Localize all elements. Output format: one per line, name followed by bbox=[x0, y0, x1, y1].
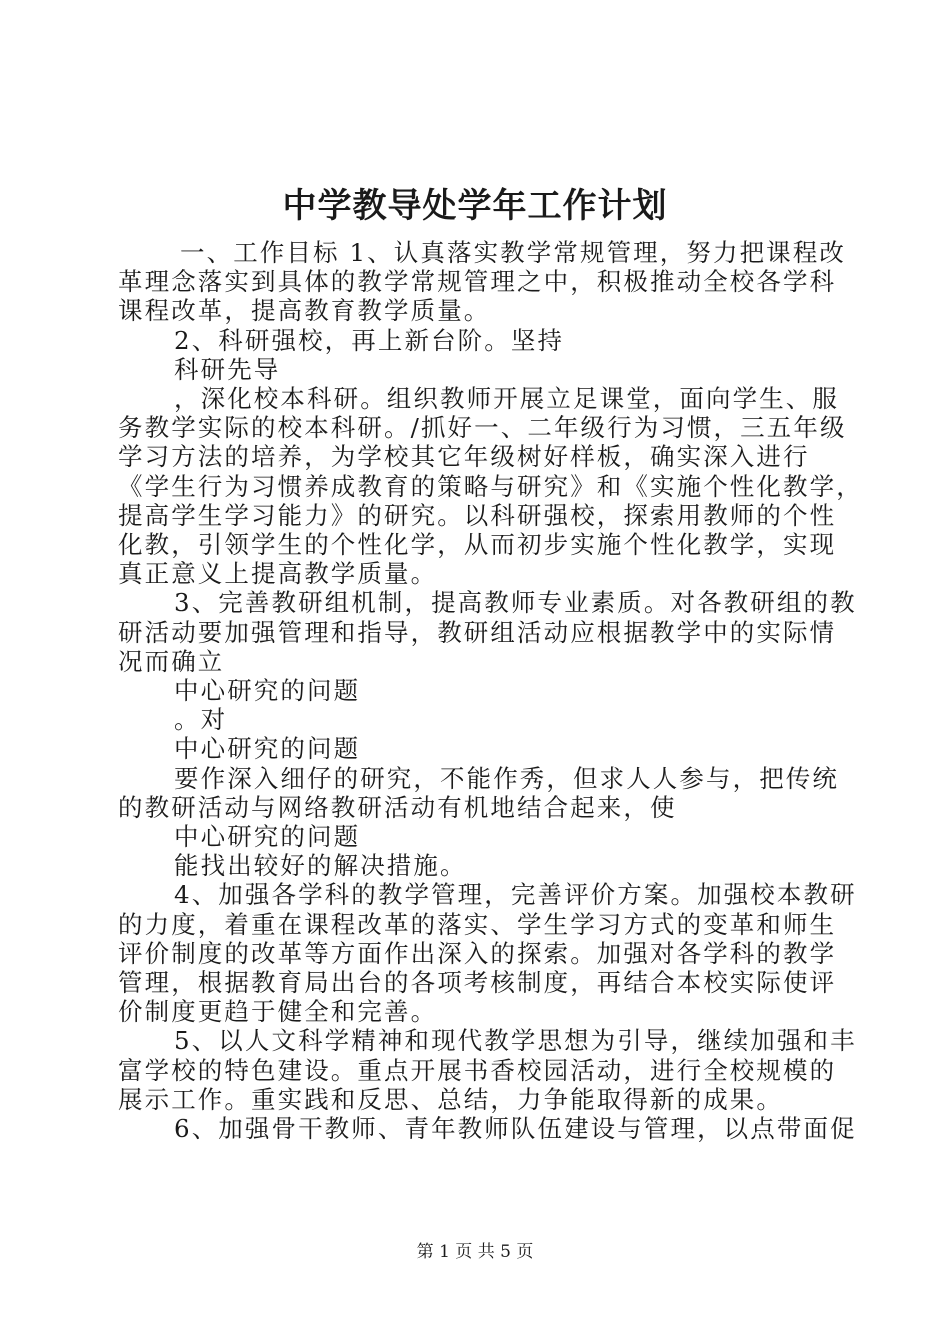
body-line: 化教，引领学生的个性化学，从而初步实施个性化教学，实现 bbox=[118, 530, 837, 560]
body-line: 《学生行为习惯养成教育的策略与研究》和《实施个性化教学， bbox=[118, 471, 863, 501]
page-number: 第 1 页 共 5 页 bbox=[416, 1242, 534, 1262]
body-line: 革理念落实到具体的教学常规管理之中，积极推动全校各学科 bbox=[118, 267, 837, 297]
body-line: 学习方法的培养，为学校其它年级树好样板，确实深入进行 bbox=[118, 442, 810, 472]
body-line: 务教学实际的校本科研。/抓好一、二年级行为习惯，三五年级 bbox=[118, 413, 847, 443]
body-line: 科研先导 bbox=[174, 354, 281, 384]
body-line: 价制度更趋于健全和完善。 bbox=[118, 997, 438, 1027]
body-line: 展示工作。重实践和反思、总结，力争能取得新的成果。 bbox=[118, 1084, 783, 1114]
body-line: 的教研活动与网络教研活动有机地结合起来，使 bbox=[118, 792, 677, 822]
body-line: 3、完善教研组机制，提高教师专业素质。对各教研组的教 bbox=[174, 588, 857, 618]
body-line: 中心研究的问题 bbox=[174, 676, 361, 706]
body-line: 要作深入细仔的研究，不能作秀，但求人人参与，把传统 bbox=[174, 763, 839, 793]
body-line: 能找出较好的解决措施。 bbox=[174, 851, 467, 881]
body-line: 真正意义上提高教学质量。 bbox=[118, 559, 438, 589]
body-line: 提高学生学习能力》的研究。以科研强校，探索用教师的个性 bbox=[118, 500, 837, 530]
body-line: ，深化校本科研。组织教师开展立足课堂，面向学生、服 bbox=[174, 384, 839, 414]
body-line: 管理，根据教育局出台的各项考核制度，再结合本校实际使评 bbox=[118, 968, 837, 998]
document-body bbox=[118, 238, 863, 1144]
body-line: 的力度，着重在课程改革的落实、学生学习方式的变革和师生 bbox=[118, 909, 837, 939]
body-line: 一、工作目标 1、认真落实教学常规管理，努力把课程改 bbox=[180, 238, 846, 267]
body-line: 中心研究的问题 bbox=[174, 734, 361, 764]
body-line: 6、加强骨干教师、青年教师队伍建设与管理，以点带面促 bbox=[174, 1114, 857, 1144]
body-line: 况而确立 bbox=[118, 646, 225, 676]
body-line: 课程改革，提高教育教学质量。 bbox=[118, 296, 491, 326]
body-line: 富学校的特色建设。重点开展书香校园活动，进行全校规模的 bbox=[118, 1055, 837, 1085]
body-line: 5、以人文科学精神和现代教学思想为引导，继续加强和丰 bbox=[174, 1026, 857, 1056]
body-line: 2、科研强校，再上新台阶。坚持 bbox=[174, 325, 565, 355]
document-title: 中学教导处学年工作计划 bbox=[282, 186, 668, 226]
body-line: 4、加强各学科的教学管理，完善评价方案。加强校本教研 bbox=[174, 880, 857, 910]
body-line: 评价制度的改革等方面作出深入的探索。加强对各学科的教学 bbox=[118, 938, 837, 968]
body-line: 研活动要加强管理和指导，教研组活动应根据教学中的实际情 bbox=[118, 617, 837, 647]
body-line: 中心研究的问题 bbox=[174, 822, 361, 852]
body-line: 。对 bbox=[174, 705, 228, 735]
